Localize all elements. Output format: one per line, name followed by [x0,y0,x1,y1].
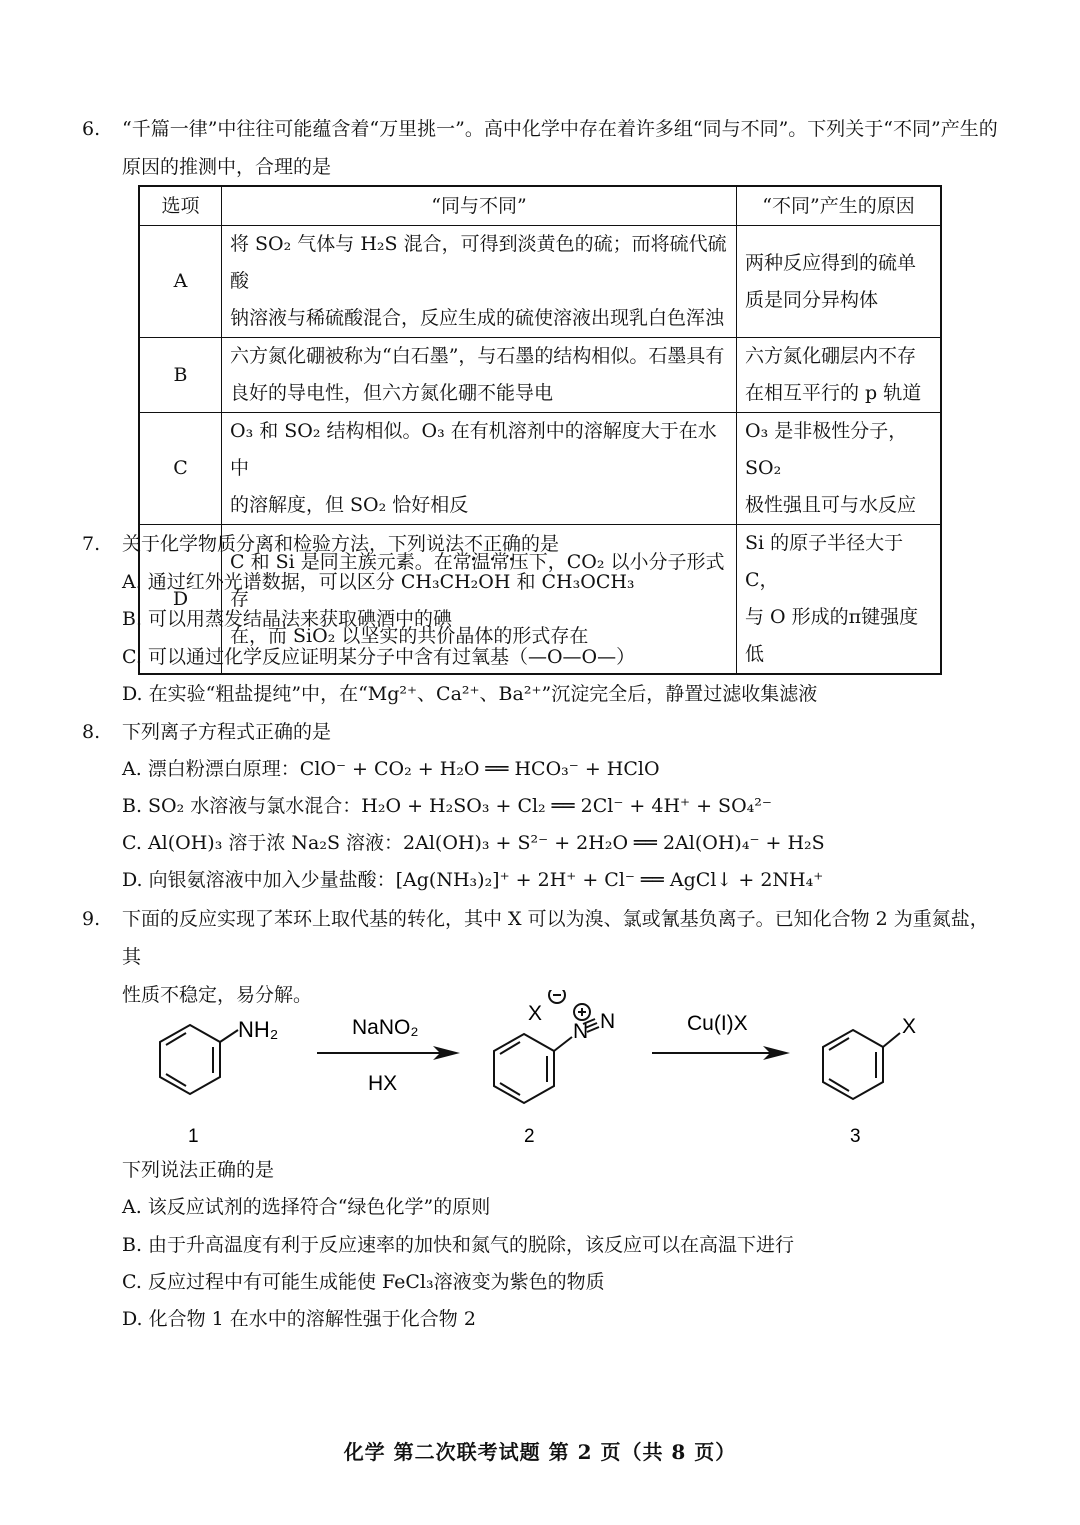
compound-number: 1 [188,1126,199,1147]
question-8 [82,713,998,751]
options-prompt: 下列说法正确的是 [122,1159,275,1181]
row-reason [737,226,942,338]
row-label: A [139,226,222,338]
reaction-arrow-icon [317,1046,460,1060]
nitrogen-end-label: N [600,1010,616,1033]
option-c: C. 可以通过化学反应证明某分子中含有过氧基（—O—O—） [122,646,636,668]
benzene-ring-icon [823,1030,900,1099]
question-number: 8. [82,721,101,743]
stem-text: 关于化学物质分离和检验方法，下列说法 [122,533,465,555]
cell-line: 六方氮化硼层内不存 [745,345,917,367]
row-label: B [139,338,222,413]
table-header-row [139,186,941,226]
reagent-bottom: HX [368,1072,398,1095]
option-d: D. 向银氨溶液中加入少量盐酸：[Ag(NH₃)₂]⁺ + 2H⁺ + Cl⁻ ══ AgCl↓ + 2NH₄⁺ [122,869,824,891]
cell-line: O₃ 和 SO₂ 结构相似。O₃ 在有机溶剂中的溶解度大于在水中 [230,420,717,479]
question-stem: 下列离子方程式正确的是 [122,721,332,743]
table-row [139,413,941,525]
row-label: C [139,413,222,525]
cell-line: Si 的原子半径大于 C， [745,532,904,591]
cell-line: 极性强且可与水反应 [745,494,917,516]
row-reason [737,338,942,413]
compound-number: 3 [850,1126,861,1147]
option-a: A. 该反应试剂的选择符合“绿色化学”的原则 [122,1196,491,1218]
row-statement [222,413,737,525]
question-stem-line1: 下面的反应实现了苯环上取代基的转化，其中 X 可以为溴、氯或氰基负离子。已知化合物 2 为重氮盐，其 [122,908,989,968]
cell-line: 良好的导电性，但六方氮化硼不能导电 [230,382,554,404]
question-6 [82,110,998,186]
option-c: C. 反应过程中有可能生成能使 FeCl₃溶液变为紫色的物质 [122,1271,605,1293]
question-stem-line2: 性质不稳定，易分解。 [122,984,313,1006]
cell-line: 与 O 形成的π键强度低 [745,606,919,665]
row-statement [222,226,737,338]
table-row [139,226,941,338]
benzene-ring-icon [160,1025,238,1094]
cell-line: 两种反应得到的硫单 [745,251,917,274]
cell-line: 的溶解度，但 SO₂ 恰好相反 [230,494,469,516]
question-stem [122,525,998,566]
stem-text: 的是 [521,533,560,555]
cell-line: O₃ 是非极性分子，SO₂ [745,420,908,479]
option-d: D. 化合物 1 在水中的溶解性强于化合物 2 [122,1308,476,1330]
table-row [139,338,941,413]
anion-label: X [528,1002,543,1025]
cell-line: 质是同分异构体 [745,288,879,311]
option-a: A. 漂白粉漂白原理：ClO⁻ + CO₂ + H₂O ══ HCO₃⁻ + HClO [122,758,660,780]
row-reason [737,413,942,525]
question-number: 6. [82,118,101,140]
cell-line: C 和 Si 是同主族元素。在常温常压下，CO₂ 以小分子形式存 [230,550,725,610]
question-stem-line1: “千篇一律”中往往可能蕴含着“万里挑一”。高中化学中存在着许多组“同与不同”。下列关于“不同”产生的 [122,118,998,140]
table-header: “同与不同” [222,186,737,226]
nitrogen-label: N [573,1020,589,1043]
row-statement [222,338,737,413]
cell-line: 六方氮化硼被称为“白石墨”，与石墨的结构相似。石墨具有 [230,345,725,367]
row-label: D [139,525,222,675]
cell-line: 钠溶液与稀硫酸混合，反应生成的硫使溶液出现乳白色浑浊 [230,307,725,329]
stem-emphasis: 不正确 [464,533,522,555]
option-b: B. 由于升高温度有利于反应速率的加快和氮气的脱除，该反应可以在高温下进行 [122,1234,795,1256]
option-c: C. Al(OH)₃ 溶于浓 Na₂S 溶液：2Al(OH)₃ + S²⁻ + 2H₂O ══ 2Al(OH)₄⁻ + H₂S [122,832,825,854]
table-header: 选项 [139,186,222,226]
reaction-scheme-svg [120,990,980,1165]
benzene-ring-icon [494,990,599,1103]
option-b: B. 可以用蒸发结晶法来获取碘酒中的碘 [122,608,453,630]
table-header: “不同”产生的原因 [737,186,942,226]
option-a: A. 通过红外光谱数据，可以区分 CH₃CH₂OH 和 CH₃OCH₃ [122,571,635,593]
option-b: B. SO₂ 水溶液与氯水混合：H₂O + H₂SO₃ + Cl₂ ══ 2Cl⁻ + 4H⁺ + SO₄²⁻ [122,795,772,817]
question-7 [82,525,998,566]
reaction-scheme [120,990,980,1165]
catalyst-label: Cu(I)X [687,1012,748,1035]
question-number: 9. [82,908,101,930]
option-d: D. 在实验“粗盐提纯”中，在“Mg²⁺、Ca²⁺、Ba²⁺”沉淀完全后，静置过滤收集滤液 [122,683,818,705]
cell-line: 在，而 SiO₂ 以坚实的共价晶体的形式存在 [230,624,589,647]
question-number: 7. [82,533,101,555]
question-stem-line2: 原因的推测中，合理的是 [122,156,332,178]
reagent-top: NaNO₂ [352,1016,419,1039]
compound-number: 2 [524,1126,535,1147]
amino-group-label: NH₂ [238,1017,279,1042]
page-footer: 化学 第二次联考试题 第 2 页（共 8 页） [343,1440,737,1464]
substituent-label: X [902,1015,917,1038]
reaction-arrow-icon [652,1046,790,1060]
cell-line: 将 SO₂ 气体与 H₂S 混合，可得到淡黄色的硫；而将硫代硫酸 [230,233,727,292]
cell-line: 在相互平行的 p 轨道 [745,382,922,404]
